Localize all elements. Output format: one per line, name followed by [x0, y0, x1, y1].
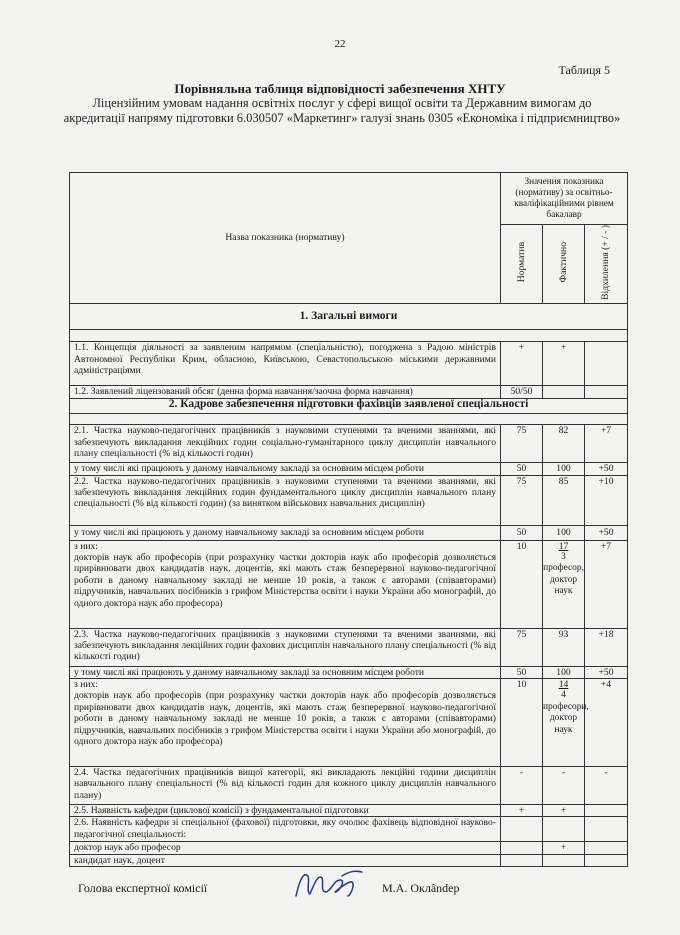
row-1-2-text: 1.2. Заявлений ліцензований обсяг (денна форма навчання/заочна форма навчання) — [70, 386, 501, 399]
section-general: 1. Загальні вимоги — [70, 304, 628, 330]
row-2-3b-fact — [543, 679, 589, 767]
row-2-2-fact: 85 — [543, 475, 585, 525]
row-2-1-norm: 75 — [501, 425, 543, 463]
document-title: Порівняльна таблиця відповідності забезпечення ХНТУ — [174, 81, 506, 96]
row-2-6-norm — [501, 817, 543, 842]
table-label: Таблиця 5 — [558, 63, 610, 77]
row-2-1a-dev: +50 — [585, 463, 628, 475]
row-2-1-dev: +7 — [585, 425, 628, 463]
row-2-2b-fact — [543, 540, 585, 628]
row-2-5-fact: + — [543, 805, 585, 817]
row-2-4-norm: - — [501, 767, 543, 805]
row-2-3-fact: 93 — [543, 628, 585, 666]
row-1-2-fact — [543, 386, 585, 399]
row-2-2a-norm: 50 — [501, 525, 543, 540]
row-2-6a-norm — [501, 842, 543, 854]
row-2-6b-fact — [543, 854, 585, 866]
row-2-2a-text: у тому числі які працюють у даному навчальному закладі за основним місцем роботи — [70, 525, 501, 540]
commission-head-label: Голова експертної комісії — [78, 881, 208, 895]
row-2-2b-dev: +7 — [585, 540, 628, 628]
row-2-6-text: 2.6. Наявність кафедри зі спеціальної (фахової) підготовки, яку очолює фахівець відповідної науково-педагогічної спеціальності: — [70, 817, 501, 842]
commission-head-name: М.А. Оклândер — [382, 881, 460, 895]
row-2-3a-norm: 50 — [501, 666, 543, 678]
row-1-1-norm: + — [501, 342, 543, 386]
row-2-1-fact: 82 — [543, 425, 585, 463]
comparison-table — [69, 172, 628, 867]
row-2-6b-norm — [501, 854, 543, 866]
header-fact: Фактично — [543, 225, 585, 304]
row-1-2-dev — [585, 386, 628, 399]
signature-image — [290, 866, 370, 904]
row-2-1a-fact: 100 — [543, 463, 585, 475]
row-2-6b-dev — [585, 854, 628, 866]
row-2-5-dev — [585, 805, 628, 817]
row-1-1-text: 1.1. Концепція діяльності за заявленим напрямом (спеціальністю), погоджена з Радою міністрів Автономної Республіки Крим, обласною, Київською, Севастопольською міськими державними адміністраціями — [70, 342, 501, 386]
row-2-6a-fact: + — [543, 842, 585, 854]
row-2-3b-head: з них: — [74, 679, 98, 691]
row-2-6b-text: кандидат наук, доцент — [70, 854, 501, 866]
row-2-3a-text: у тому числі які працюють у даному навчальному закладі за основним місцем роботи — [70, 666, 501, 678]
row-2-2a-fact: 100 — [543, 525, 585, 540]
row-2-3-dev: +18 — [585, 628, 628, 666]
row-2-1a-text: у тому числі які працюють у даному навчальному закладі за основним місцем роботи — [70, 463, 501, 475]
header-name-column: Назва показника (нормативу) — [70, 173, 501, 304]
row-2-3b-dev: +4 — [585, 679, 628, 767]
row-2-3b-body: докторів наук або професорів (при розрахунку частки докторів наук або професорів дозволяється прирівнювати двох кандидатів наук, доцентів, які мають стаж безперервної науково-педагогічної роботи в даному навчальному закладі не менше 10 років, а також є авторами (співавторами) підручників, навчальних посібників з грифом Міністерства освіти і науки України або монографій, до одного доктора наук або професора) — [74, 690, 496, 748]
row-2-3b-fact-note: 4 професори, доктор наук — [543, 690, 589, 735]
page-number: 22 — [334, 38, 346, 50]
row-2-6-dev — [585, 817, 628, 842]
row-2-2-norm: 75 — [501, 475, 543, 525]
row-2-2b-head: з них: — [74, 540, 98, 552]
section-staffing: 2. Кадрове забезпечення підготовки фахівців заявленої спеціальності — [70, 399, 628, 414]
row-2-5-norm: + — [501, 805, 543, 817]
row-2-3-text: 2.3. Частка науково-педагогічних працівників з науковими ступенями та вченими званнями, які забезпечують викладання лекційних годин фахових дисциплін навчального плану спеціальності (% від кількості годин) — [70, 628, 501, 666]
row-2-3b-fact-value: 14 — [558, 679, 569, 691]
row-2-4-text: 2.4. Частка педагогічних працівників вищої категорії, які викладають лекційні години дисциплін навчального плану спеціальності (% від кількості годин для кожного циклу дисциплін навчального плану) — [70, 767, 501, 805]
row-2-2-dev: +10 — [585, 475, 628, 525]
row-2-2b-fact-value: 17 — [558, 540, 569, 552]
row-2-1a-norm: 50 — [501, 463, 543, 475]
row-2-3a-dev: +50 — [585, 666, 628, 678]
row-2-2a-dev: +50 — [585, 525, 628, 540]
row-2-2b-norm: 10 — [501, 540, 543, 628]
row-2-3-norm: 75 — [501, 628, 543, 666]
row-1-1-dev — [585, 342, 628, 386]
row-2-1-text: 2.1. Частка науково-педагогічних працівників з науковими ступенями та вченими званнями, які забезпечують викладання лекційних годин соціально-гуманітарного циклу дисциплін навчального плану спеціальності (% від кількості годин) — [70, 425, 501, 463]
row-2-2b-fact-note: 3 професор, доктор наук — [543, 552, 584, 597]
row-1-2-norm: 50/50 — [501, 386, 543, 399]
row-2-4-dev: - — [585, 767, 628, 805]
row-2-3a-fact: 100 — [543, 666, 585, 678]
row-2-3b-text — [70, 679, 501, 767]
row-2-3b-norm: 10 — [501, 679, 543, 767]
header-deviation: Відхилення (+ / - ) — [585, 225, 628, 304]
row-2-2-text: 2.2. Частка науково-педагогічних працівників з науковими ступенями та вченими званнями, які забезпечують викладання лекційних годин фундаментального циклу дисциплін навчального плану спеціальності (% від кількості годин) (за винятком військових навчальних дисциплін) — [70, 475, 501, 525]
row-2-2b-body: докторів наук або професорів (при розрахунку частки докторів наук або професорів дозволяється прирівнювати двох кандидатів наук, доцентів, які мають стаж безперервної науково-педагогічної роботи в даному навчальному закладі не менше 10 років, а також є авторами (співавторами) підручників, навчальних посібників з грифом Міністерства освіти і науки України або монографій, до одного доктора наук або професора) — [74, 552, 496, 609]
row-2-6-fact — [543, 817, 585, 842]
row-1-1-fact: + — [543, 342, 585, 386]
document-subtitle: Ліцензійним умовам надання освітніх послуг у сфері вищої освіти та Державним вимогам до акредитації напряму підготовки 6.030507 «Маркетинг» галузі знань 0305 «Економіка і підприємництво» — [63, 96, 621, 125]
row-2-4-fact: - — [543, 767, 585, 805]
row-2-6a-dev — [585, 842, 628, 854]
header-value-column: Значення показника (нормативу) за освітньо-кваліфікаційними рівнем бакалавр — [501, 173, 628, 225]
row-2-2b-text — [70, 540, 501, 628]
row-2-6a-text: доктор наук або професор — [70, 842, 501, 854]
header-norm: Норматив — [501, 225, 543, 304]
row-2-5-text: 2.5. Наявність кафедри (циклової комісії) з фундаментальної підготовки — [70, 805, 501, 817]
